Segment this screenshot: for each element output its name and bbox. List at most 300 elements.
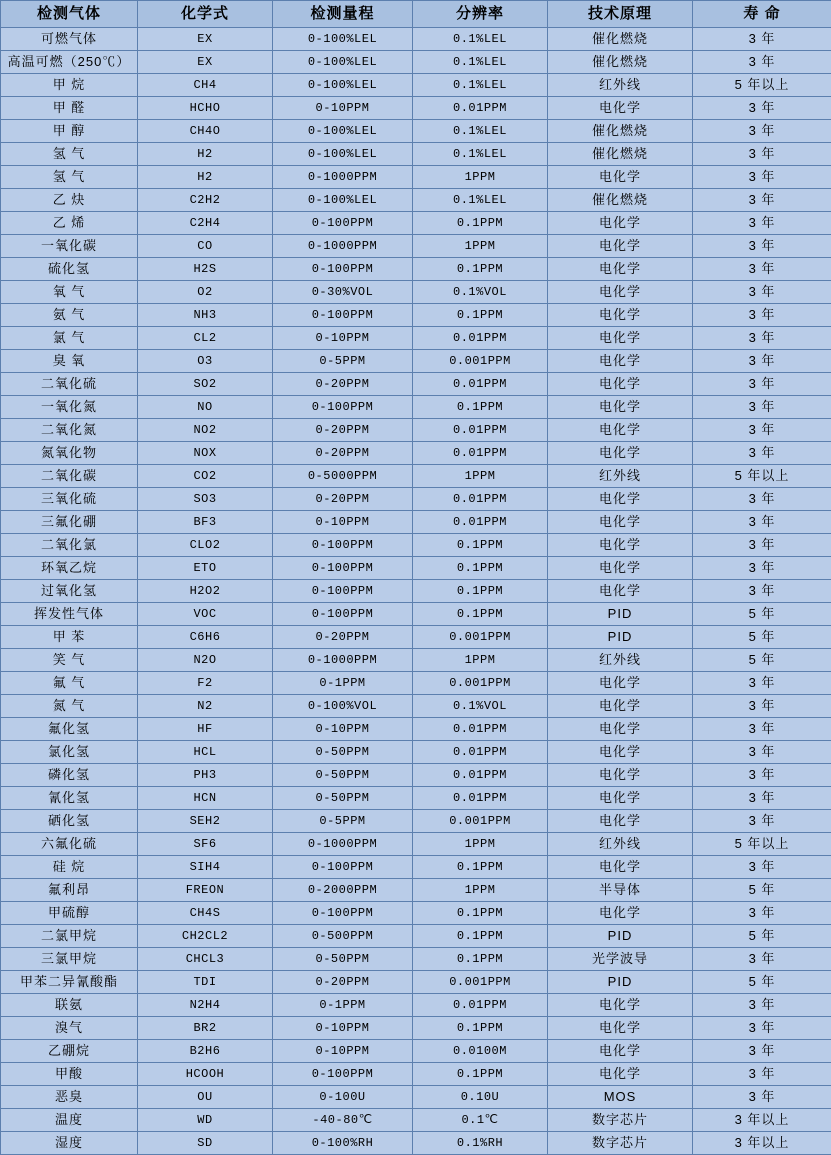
cell-principle: 电化学 — [548, 695, 693, 718]
cell-formula: CLO2 — [138, 534, 273, 557]
cell-gas: 氯化氢 — [1, 741, 138, 764]
cell-principle: 电化学 — [548, 281, 693, 304]
cell-resolution: 0.001PPM — [413, 971, 548, 994]
cell-range: 0-1000PPM — [273, 649, 413, 672]
cell-range: 0-5PPM — [273, 350, 413, 373]
cell-lifetime: 3 年 — [693, 1040, 831, 1063]
cell-gas: 二氧化氮 — [1, 419, 138, 442]
cell-range: 0-20PPM — [273, 419, 413, 442]
cell-formula: N2 — [138, 695, 273, 718]
cell-lifetime: 3 年 — [693, 856, 831, 879]
cell-lifetime: 3 年 — [693, 350, 831, 373]
cell-resolution: 0.01PPM — [413, 327, 548, 350]
column-header-principle: 技术原理 — [548, 1, 693, 28]
cell-lifetime: 3 年 — [693, 51, 831, 74]
cell-formula: CH4O — [138, 120, 273, 143]
cell-principle: 电化学 — [548, 534, 693, 557]
cell-formula: O2 — [138, 281, 273, 304]
cell-resolution: 0.001PPM — [413, 350, 548, 373]
cell-principle: 电化学 — [548, 442, 693, 465]
cell-formula: N2O — [138, 649, 273, 672]
cell-resolution: 0.1%RH — [413, 1132, 548, 1155]
cell-principle: 电化学 — [548, 327, 693, 350]
cell-lifetime: 3 年 — [693, 534, 831, 557]
cell-lifetime: 3 年 — [693, 948, 831, 971]
cell-lifetime: 5 年 — [693, 603, 831, 626]
cell-formula: CH4S — [138, 902, 273, 925]
cell-principle: 电化学 — [548, 856, 693, 879]
cell-resolution: 0.1%LEL — [413, 143, 548, 166]
cell-principle: 电化学 — [548, 350, 693, 373]
cell-range: 0-100%LEL — [273, 189, 413, 212]
cell-range: 0-100PPM — [273, 902, 413, 925]
cell-lifetime: 3 年 — [693, 258, 831, 281]
cell-formula: HCN — [138, 787, 273, 810]
table-row — [1, 833, 831, 856]
cell-resolution: 0.1PPM — [413, 925, 548, 948]
cell-principle: 电化学 — [548, 787, 693, 810]
column-header-lifetime: 寿 命 — [693, 1, 831, 28]
cell-lifetime: 3 年 — [693, 718, 831, 741]
cell-formula: SF6 — [138, 833, 273, 856]
table-row — [1, 212, 831, 235]
cell-gas: 氯 气 — [1, 327, 138, 350]
cell-principle: 催化燃烧 — [548, 143, 693, 166]
cell-formula: SO2 — [138, 373, 273, 396]
cell-formula: F2 — [138, 672, 273, 695]
cell-range: 0-100%LEL — [273, 74, 413, 97]
cell-formula: O3 — [138, 350, 273, 373]
cell-gas: 挥发性气体 — [1, 603, 138, 626]
cell-resolution: 0.1PPM — [413, 258, 548, 281]
cell-lifetime: 3 年 — [693, 1017, 831, 1040]
cell-gas: 联氨 — [1, 994, 138, 1017]
cell-range: 0-1000PPM — [273, 166, 413, 189]
cell-resolution: 0.0100M — [413, 1040, 548, 1063]
table-row — [1, 488, 831, 511]
cell-gas: 氮氧化物 — [1, 442, 138, 465]
cell-resolution: 0.1%LEL — [413, 74, 548, 97]
cell-lifetime: 5 年以上 — [693, 74, 831, 97]
table-row — [1, 373, 831, 396]
cell-gas: 氢 气 — [1, 143, 138, 166]
cell-range: 0-10PPM — [273, 327, 413, 350]
cell-formula: CO — [138, 235, 273, 258]
cell-lifetime: 3 年 — [693, 810, 831, 833]
cell-range: 0-5000PPM — [273, 465, 413, 488]
cell-formula: H2S — [138, 258, 273, 281]
table-row — [1, 465, 831, 488]
cell-lifetime: 3 年 — [693, 327, 831, 350]
cell-range: 0-5PPM — [273, 810, 413, 833]
cell-lifetime: 3 年 — [693, 557, 831, 580]
cell-gas: 硒化氢 — [1, 810, 138, 833]
table-row — [1, 51, 831, 74]
cell-formula: NH3 — [138, 304, 273, 327]
cell-gas: 溴气 — [1, 1017, 138, 1040]
cell-resolution: 0.01PPM — [413, 994, 548, 1017]
cell-range: 0-2000PPM — [273, 879, 413, 902]
cell-gas: 臭 氧 — [1, 350, 138, 373]
cell-formula: BF3 — [138, 511, 273, 534]
cell-lifetime: 3 年 — [693, 672, 831, 695]
cell-principle: 电化学 — [548, 1017, 693, 1040]
cell-range: 0-100%LEL — [273, 143, 413, 166]
cell-formula: HCOOH — [138, 1063, 273, 1086]
cell-principle: 电化学 — [548, 580, 693, 603]
cell-gas: 乙 烯 — [1, 212, 138, 235]
cell-lifetime: 3 年 — [693, 741, 831, 764]
table-row — [1, 350, 831, 373]
cell-range: 0-50PPM — [273, 787, 413, 810]
cell-formula: BR2 — [138, 1017, 273, 1040]
cell-gas: 甲 醇 — [1, 120, 138, 143]
table-row — [1, 603, 831, 626]
cell-resolution: 1PPM — [413, 879, 548, 902]
table-row — [1, 948, 831, 971]
cell-formula: H2O2 — [138, 580, 273, 603]
cell-formula: C2H4 — [138, 212, 273, 235]
column-header-formula: 化学式 — [138, 1, 273, 28]
table-row — [1, 304, 831, 327]
cell-principle: 电化学 — [548, 718, 693, 741]
cell-formula: H2 — [138, 166, 273, 189]
cell-gas: 恶臭 — [1, 1086, 138, 1109]
cell-range: 0-100%LEL — [273, 28, 413, 51]
cell-gas: 一氧化氮 — [1, 396, 138, 419]
cell-principle: 电化学 — [548, 235, 693, 258]
cell-resolution: 0.01PPM — [413, 488, 548, 511]
cell-lifetime: 3 年 — [693, 994, 831, 1017]
cell-lifetime: 3 年 — [693, 787, 831, 810]
cell-range: 0-500PPM — [273, 925, 413, 948]
cell-range: 0-1000PPM — [273, 833, 413, 856]
table-row — [1, 649, 831, 672]
table-row — [1, 971, 831, 994]
table-row — [1, 672, 831, 695]
cell-formula: C2H2 — [138, 189, 273, 212]
cell-principle: PID — [548, 971, 693, 994]
cell-resolution: 1PPM — [413, 833, 548, 856]
cell-resolution: 0.01PPM — [413, 787, 548, 810]
cell-principle: 电化学 — [548, 304, 693, 327]
cell-gas: 氧 气 — [1, 281, 138, 304]
cell-range: 0-1000PPM — [273, 235, 413, 258]
table-row — [1, 994, 831, 1017]
cell-principle: 电化学 — [548, 764, 693, 787]
cell-lifetime: 3 年 — [693, 1086, 831, 1109]
cell-gas: 高温可燃（250℃） — [1, 51, 138, 74]
cell-gas: 磷化氢 — [1, 764, 138, 787]
cell-formula: NOX — [138, 442, 273, 465]
cell-lifetime: 5 年 — [693, 879, 831, 902]
cell-range: 0-100PPM — [273, 396, 413, 419]
cell-resolution: 0.1%VOL — [413, 695, 548, 718]
cell-formula: CH2CL2 — [138, 925, 273, 948]
cell-formula: NO — [138, 396, 273, 419]
cell-gas: 六氟化硫 — [1, 833, 138, 856]
cell-formula: SEH2 — [138, 810, 273, 833]
table-row — [1, 97, 831, 120]
cell-resolution: 0.1PPM — [413, 557, 548, 580]
cell-lifetime: 3 年 — [693, 189, 831, 212]
cell-formula: ETO — [138, 557, 273, 580]
cell-resolution: 0.1%VOL — [413, 281, 548, 304]
cell-gas: 氮 气 — [1, 695, 138, 718]
cell-gas: 氰化氢 — [1, 787, 138, 810]
cell-principle: 数字芯片 — [548, 1132, 693, 1155]
table-body — [1, 28, 831, 1155]
cell-formula: SD — [138, 1132, 273, 1155]
cell-resolution: 0.10U — [413, 1086, 548, 1109]
cell-formula: SIH4 — [138, 856, 273, 879]
cell-principle: 催化燃烧 — [548, 51, 693, 74]
cell-lifetime: 3 年 — [693, 580, 831, 603]
cell-principle: 红外线 — [548, 74, 693, 97]
cell-resolution: 0.1PPM — [413, 948, 548, 971]
cell-gas: 三氟化硼 — [1, 511, 138, 534]
cell-lifetime: 5 年 — [693, 971, 831, 994]
table-row — [1, 258, 831, 281]
cell-principle: PID — [548, 626, 693, 649]
table-row — [1, 442, 831, 465]
table-row — [1, 718, 831, 741]
table-row — [1, 189, 831, 212]
table-row — [1, 28, 831, 51]
table-row — [1, 327, 831, 350]
cell-gas: 三氯甲烷 — [1, 948, 138, 971]
cell-gas: 温度 — [1, 1109, 138, 1132]
cell-lifetime: 3 年 — [693, 212, 831, 235]
cell-gas: 乙 炔 — [1, 189, 138, 212]
cell-range: 0-100PPM — [273, 534, 413, 557]
table-row — [1, 143, 831, 166]
cell-range: 0-100PPM — [273, 856, 413, 879]
cell-range: -40-80℃ — [273, 1109, 413, 1132]
cell-principle: PID — [548, 603, 693, 626]
table-row — [1, 1086, 831, 1109]
cell-gas: 氟 气 — [1, 672, 138, 695]
cell-range: 0-1PPM — [273, 994, 413, 1017]
table-row — [1, 787, 831, 810]
column-header-resolution: 分辨率 — [413, 1, 548, 28]
cell-lifetime: 3 年 — [693, 902, 831, 925]
table-row — [1, 741, 831, 764]
cell-resolution: 0.1PPM — [413, 902, 548, 925]
cell-principle: 电化学 — [548, 557, 693, 580]
cell-gas: 氨 气 — [1, 304, 138, 327]
table-row — [1, 120, 831, 143]
cell-principle: 光学波导 — [548, 948, 693, 971]
cell-range: 0-100PPM — [273, 580, 413, 603]
cell-principle: 催化燃烧 — [548, 189, 693, 212]
cell-resolution: 0.001PPM — [413, 672, 548, 695]
cell-principle: 电化学 — [548, 1040, 693, 1063]
cell-lifetime: 5 年 — [693, 626, 831, 649]
cell-principle: 电化学 — [548, 258, 693, 281]
cell-resolution: 0.01PPM — [413, 419, 548, 442]
cell-principle: 电化学 — [548, 97, 693, 120]
table-row — [1, 511, 831, 534]
cell-lifetime: 3 年 — [693, 1063, 831, 1086]
cell-principle: PID — [548, 925, 693, 948]
cell-lifetime: 3 年 — [693, 396, 831, 419]
cell-gas: 氢 气 — [1, 166, 138, 189]
cell-resolution: 1PPM — [413, 166, 548, 189]
cell-resolution: 0.1PPM — [413, 1063, 548, 1086]
cell-lifetime: 3 年 — [693, 695, 831, 718]
cell-principle: 催化燃烧 — [548, 28, 693, 51]
cell-lifetime: 3 年 — [693, 166, 831, 189]
cell-principle: 电化学 — [548, 994, 693, 1017]
cell-resolution: 0.01PPM — [413, 718, 548, 741]
table-row — [1, 1132, 831, 1155]
cell-formula: EX — [138, 28, 273, 51]
cell-gas: 甲苯二异氰酸酯 — [1, 971, 138, 994]
table-row — [1, 879, 831, 902]
column-header-gas: 检测气体 — [1, 1, 138, 28]
cell-formula: HCL — [138, 741, 273, 764]
table-row — [1, 810, 831, 833]
table-row — [1, 74, 831, 97]
cell-resolution: 0.1PPM — [413, 603, 548, 626]
cell-resolution: 0.1PPM — [413, 212, 548, 235]
cell-gas: 二氧化硫 — [1, 373, 138, 396]
table-row — [1, 764, 831, 787]
cell-range: 0-1PPM — [273, 672, 413, 695]
cell-principle: 电化学 — [548, 488, 693, 511]
cell-principle: 电化学 — [548, 511, 693, 534]
cell-lifetime: 3 年 — [693, 143, 831, 166]
cell-lifetime: 5 年 — [693, 925, 831, 948]
cell-principle: 电化学 — [548, 166, 693, 189]
cell-resolution: 0.1PPM — [413, 304, 548, 327]
cell-principle: 电化学 — [548, 373, 693, 396]
cell-range: 0-100PPM — [273, 304, 413, 327]
cell-principle: 电化学 — [548, 419, 693, 442]
cell-gas: 氟利昂 — [1, 879, 138, 902]
cell-resolution: 0.1PPM — [413, 856, 548, 879]
cell-range: 0-100U — [273, 1086, 413, 1109]
cell-lifetime: 3 年以上 — [693, 1132, 831, 1155]
cell-principle: 电化学 — [548, 741, 693, 764]
cell-principle: 电化学 — [548, 810, 693, 833]
cell-formula: CO2 — [138, 465, 273, 488]
cell-gas: 二氧化氯 — [1, 534, 138, 557]
cell-lifetime: 3 年 — [693, 511, 831, 534]
cell-range: 0-100%VOL — [273, 695, 413, 718]
cell-gas: 三氧化硫 — [1, 488, 138, 511]
cell-range: 0-20PPM — [273, 373, 413, 396]
cell-formula: CH4 — [138, 74, 273, 97]
cell-range: 0-100%RH — [273, 1132, 413, 1155]
cell-lifetime: 3 年 — [693, 120, 831, 143]
table-row — [1, 856, 831, 879]
cell-lifetime: 3 年 — [693, 304, 831, 327]
table-row — [1, 902, 831, 925]
cell-lifetime: 3 年 — [693, 488, 831, 511]
cell-lifetime: 5 年 — [693, 649, 831, 672]
cell-lifetime: 3 年以上 — [693, 1109, 831, 1132]
cell-principle: MOS — [548, 1086, 693, 1109]
table-row — [1, 396, 831, 419]
cell-formula: TDI — [138, 971, 273, 994]
cell-range: 0-20PPM — [273, 488, 413, 511]
table-row — [1, 419, 831, 442]
cell-resolution: 0.1PPM — [413, 580, 548, 603]
cell-gas: 一氧化碳 — [1, 235, 138, 258]
cell-lifetime: 3 年 — [693, 28, 831, 51]
cell-formula: HF — [138, 718, 273, 741]
cell-gas: 乙硼烷 — [1, 1040, 138, 1063]
cell-gas: 二氧化碳 — [1, 465, 138, 488]
cell-range: 0-10PPM — [273, 1017, 413, 1040]
cell-range: 0-50PPM — [273, 741, 413, 764]
cell-range: 0-100PPM — [273, 258, 413, 281]
cell-gas: 甲 苯 — [1, 626, 138, 649]
cell-resolution: 0.01PPM — [413, 764, 548, 787]
cell-range: 0-10PPM — [273, 511, 413, 534]
cell-principle: 红外线 — [548, 833, 693, 856]
cell-resolution: 0.1PPM — [413, 396, 548, 419]
cell-formula: PH3 — [138, 764, 273, 787]
cell-formula: H2 — [138, 143, 273, 166]
table-header — [1, 1, 831, 28]
cell-lifetime: 3 年 — [693, 235, 831, 258]
cell-range: 0-10PPM — [273, 1040, 413, 1063]
cell-gas: 环氧乙烷 — [1, 557, 138, 580]
table-row — [1, 1017, 831, 1040]
cell-resolution: 1PPM — [413, 649, 548, 672]
cell-resolution: 0.1PPM — [413, 534, 548, 557]
cell-principle: 红外线 — [548, 465, 693, 488]
cell-formula: N2H4 — [138, 994, 273, 1017]
table-row — [1, 281, 831, 304]
cell-resolution: 0.01PPM — [413, 741, 548, 764]
cell-lifetime: 3 年 — [693, 764, 831, 787]
cell-formula: FREON — [138, 879, 273, 902]
cell-principle: 电化学 — [548, 672, 693, 695]
cell-range: 0-20PPM — [273, 626, 413, 649]
cell-resolution: 0.1PPM — [413, 1017, 548, 1040]
cell-lifetime: 3 年 — [693, 281, 831, 304]
cell-range: 0-100PPM — [273, 1063, 413, 1086]
cell-range: 0-50PPM — [273, 764, 413, 787]
cell-lifetime: 3 年 — [693, 442, 831, 465]
cell-gas: 可燃气体 — [1, 28, 138, 51]
cell-range: 0-10PPM — [273, 718, 413, 741]
cell-formula: VOC — [138, 603, 273, 626]
cell-principle: 电化学 — [548, 212, 693, 235]
cell-range: 0-50PPM — [273, 948, 413, 971]
table-row — [1, 1109, 831, 1132]
cell-gas: 甲硫醇 — [1, 902, 138, 925]
cell-principle: 电化学 — [548, 1063, 693, 1086]
cell-principle: 半导体 — [548, 879, 693, 902]
cell-principle: 数字芯片 — [548, 1109, 693, 1132]
cell-gas: 笑 气 — [1, 649, 138, 672]
table-row — [1, 166, 831, 189]
cell-gas: 过氧化氢 — [1, 580, 138, 603]
cell-resolution: 0.01PPM — [413, 97, 548, 120]
cell-range: 0-10PPM — [273, 97, 413, 120]
cell-range: 0-100PPM — [273, 212, 413, 235]
cell-formula: SO3 — [138, 488, 273, 511]
cell-range: 0-100%LEL — [273, 120, 413, 143]
cell-lifetime: 5 年以上 — [693, 465, 831, 488]
cell-lifetime: 3 年 — [693, 97, 831, 120]
cell-gas: 硅 烷 — [1, 856, 138, 879]
